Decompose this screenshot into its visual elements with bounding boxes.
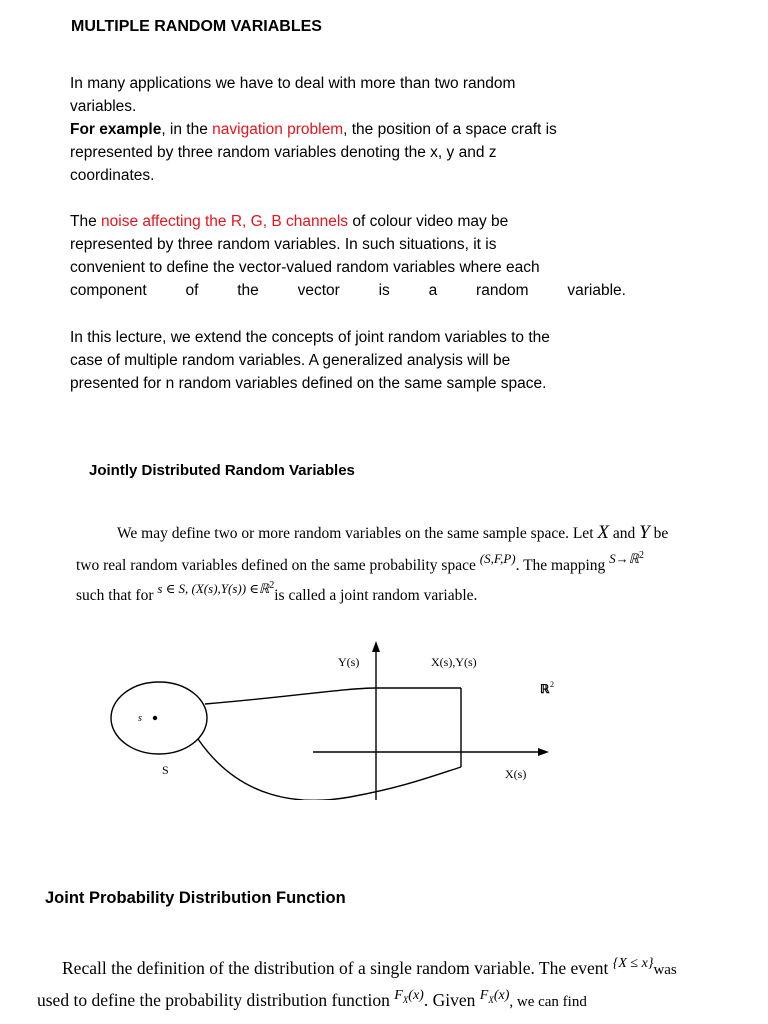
paragraph-noise xyxy=(70,210,626,302)
highlight-phrase: navigation problem xyxy=(212,121,344,138)
text-line: coordinates. xyxy=(70,167,155,184)
y-axis-arrowhead xyxy=(372,641,380,652)
text-span: , in the xyxy=(161,121,213,138)
page-title: MULTIPLE RANDOM VARIABLES xyxy=(71,18,322,35)
text-line: In this lecture, we extend the concepts of joint random variables to the xyxy=(70,329,550,346)
text-line: component of the vector is a random variable. xyxy=(70,282,626,299)
section-heading-joint-distribution: Joint Probability Distribution Function xyxy=(45,889,346,907)
y-axis-label: Y(s) xyxy=(338,655,360,669)
r2-superscript: 2 xyxy=(550,680,554,689)
highlight-phrase: noise affecting the R, G, B channels xyxy=(101,213,349,230)
definition-line-1 xyxy=(117,522,668,544)
x-axis-label: X(s) xyxy=(505,767,527,781)
math-superscript: 2 xyxy=(638,550,644,561)
text-span: . Given xyxy=(423,990,480,1010)
text-line: In many applications we have to deal with more than two random xyxy=(70,75,516,92)
definition-line-3 xyxy=(76,580,477,605)
mapping-line-upper xyxy=(205,688,461,704)
text-line: presented for n random variables defined on the same sample space. xyxy=(70,375,547,392)
text-span: , the position of a space craft is xyxy=(343,121,557,138)
text-span: two real random variables defined on the same probability space xyxy=(76,557,480,574)
x-axis-arrowhead xyxy=(538,748,549,756)
text-span: of colour video may be xyxy=(348,213,509,230)
definition-line-2 xyxy=(76,550,644,575)
text-span: be xyxy=(649,525,669,542)
text-span: used to define the probability distribution function xyxy=(37,990,395,1010)
text-line: convenient to define the vector-valued random variables where each xyxy=(70,259,540,276)
mapping-line-lower xyxy=(198,739,461,800)
paragraph-intro xyxy=(70,72,626,187)
text-span: . The mapping xyxy=(515,557,610,574)
text-line: represented by three random variables denoting the x, y and z xyxy=(70,144,497,161)
point-label: X(s),Y(s) xyxy=(431,655,477,669)
math-Y: Y xyxy=(639,522,650,543)
math-subscript: X xyxy=(402,994,409,1005)
joint-random-variable-figure xyxy=(0,630,768,800)
text-span: and xyxy=(608,525,640,542)
text-span: is called a joint random variable. xyxy=(274,587,478,604)
r2-label: ℝ xyxy=(540,682,550,696)
text-line: variables. xyxy=(70,98,137,115)
sample-space-label: S xyxy=(162,763,169,777)
math-X: X xyxy=(597,522,609,543)
section-heading-jointly-distributed: Jointly Distributed Random Variables xyxy=(89,462,355,479)
sample-point-dot xyxy=(153,716,157,720)
paragraph-lecture xyxy=(70,326,626,395)
math-probability-space: (S,F,P) xyxy=(479,551,516,566)
text-span: We may define two or more random variables on the same sample space. Let xyxy=(117,525,598,542)
math-F: F xyxy=(394,988,403,1003)
math-subscript: X xyxy=(488,994,494,1005)
text-line xyxy=(70,210,626,233)
math-F: F xyxy=(479,988,489,1003)
text-span: was xyxy=(653,962,677,978)
bold-phrase: For example xyxy=(70,121,162,138)
text-span: The xyxy=(70,213,102,230)
math-arg: (x) xyxy=(493,988,510,1003)
math-joint-variable: s ∈ S, (X(s),Y(s)) ∈ℝ xyxy=(157,581,270,596)
math-arg: (x) xyxy=(408,988,424,1003)
sample-point-label: s xyxy=(138,713,142,724)
recall-line-2 xyxy=(37,990,587,1012)
text-span: such that for xyxy=(76,587,158,604)
math-event: {X ≤ x} xyxy=(612,956,654,971)
text-span: Recall the definition of the distribution of a single random variable. The event xyxy=(62,958,613,978)
recall-line-1 xyxy=(62,958,677,979)
text-line: represented by three random variables. In such situations, it is xyxy=(70,236,497,253)
text-span: , we can find xyxy=(509,994,587,1010)
sample-space-ellipse xyxy=(111,682,207,754)
math-superscript: 2 xyxy=(269,580,275,591)
text-line xyxy=(70,118,626,141)
text-line: case of multiple random variables. A generalized analysis will be xyxy=(70,352,511,369)
math-mapping: S→ℝ xyxy=(609,551,639,566)
